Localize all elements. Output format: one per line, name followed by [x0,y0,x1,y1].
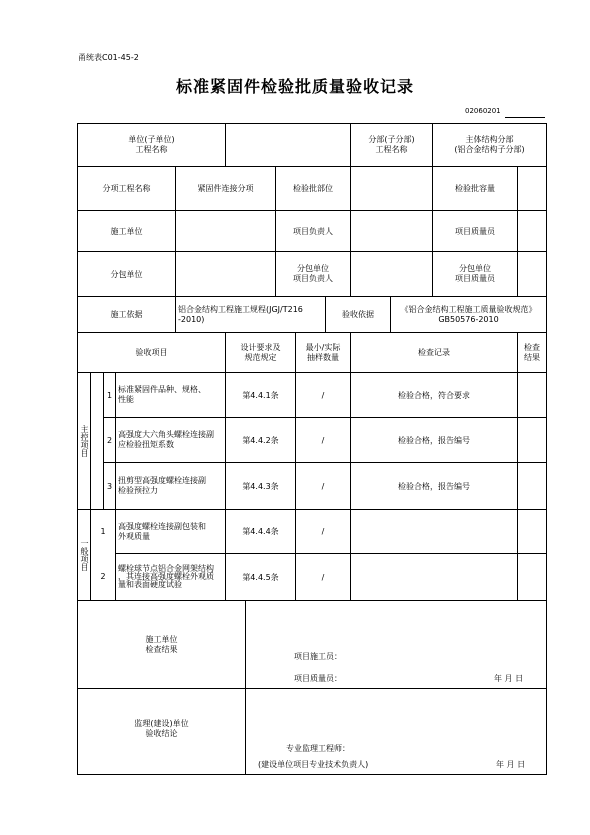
general-group-label: 一般项目 [78,510,91,601]
item-result[interactable] [518,554,547,601]
main-group-spacer [91,373,104,510]
division-value: 主体结构分部 (铝合金结构子分部) [433,124,547,167]
item-name: 高强度螺栓连接副包装和 外观质量 [116,510,226,554]
item-sample: / [296,554,351,601]
item-name: 螺栓球节点铝合金网架结构 ，其连接高强度螺栓外观质 量和表面硬度试验 [116,554,226,601]
table-row [78,373,547,418]
lot-capacity-value[interactable] [518,167,547,211]
contractor-result-row [78,601,547,689]
supervisor-result-row [78,689,547,775]
subcontractor-label: 分包单位 [78,252,176,297]
item-result[interactable] [518,418,547,463]
col-item-header: 验收项目 [78,333,226,373]
subitem-label: 分项工程名称 [78,167,176,211]
form-code: 甬统表C01-45-2 [78,53,139,62]
contractor-result-body[interactable] [246,601,547,689]
sub-quality-label: 分包单位 项目质量员 [433,252,518,297]
construction-basis-label: 施工依据 [78,297,176,333]
acceptance-basis-value: 《铝合金结构工程施工质量验收规范》 GB50576-2010 [391,297,547,333]
item-record[interactable] [351,510,518,554]
item-record[interactable] [351,554,518,601]
quality-officer-label: 项目质量员 [433,211,518,252]
sub-manager-value[interactable] [351,252,433,297]
item-sample: / [296,418,351,463]
item-number: 1 [100,527,106,536]
col-design-header: 设计要求及 规范规定 [226,333,296,373]
item-name: 高强度大六角头螺栓连接副 应检验扭矩系数 [116,418,226,463]
table-row [78,418,547,463]
subitem-value: 紧固件连接分项 [176,167,276,211]
item-sample: / [296,463,351,510]
item-result[interactable] [518,373,547,418]
contractor-value[interactable] [176,211,276,252]
col-record-header: 检查记录 [351,333,518,373]
sub-quality-value[interactable] [518,252,547,297]
division-label: 分部(子分部) 工程名称 [351,124,433,167]
item-clause: 第4.4.3条 [226,463,296,510]
sub-manager-label: 分包单位 项目负责人 [276,252,351,297]
construction-basis-value: 铝合金结构工程施工规程(JGJ/T216 -2010) [176,297,326,333]
item-sample: / [296,373,351,418]
project-manager-label: 项目负责人 [276,211,351,252]
unit-label: 单位(子单位) 工程名称 [78,124,226,167]
table-row [78,463,547,510]
owner-technical-lead-label: (建设单位项目专业技术负责人) [258,760,369,769]
item-number: 3 [104,463,116,510]
item-clause: 第4.4.5条 [226,554,296,601]
item-number: 2 [104,418,116,463]
item-record[interactable]: 检验合格，报告编号 [351,463,518,510]
page-title: 标准紧固件检验批质量验收记录 [175,77,414,96]
contractor-result-label: 施工单位 检查结果 [78,601,246,689]
item-result[interactable] [518,510,547,554]
col-sampling-header: 最小/实际 抽样数量 [296,333,351,373]
item-clause: 第4.4.2条 [226,418,296,463]
item-record[interactable]: 检验合格，符合要求 [351,373,518,418]
table-row [78,554,547,601]
supervision-engineer-label: 专业监理工程师： [286,744,350,753]
supervisor-result-body[interactable] [246,689,547,775]
serial-underline [505,117,545,118]
lot-part-label: 检验批部位 [276,167,351,211]
col-result-header: 检查 结果 [518,333,547,373]
item-sample: / [296,510,351,554]
contractor-date: 年 月 日 [494,674,524,683]
lot-part-value[interactable] [351,167,433,211]
unit-value[interactable] [226,124,351,167]
construction-worker-label: 项目施工员： [294,652,342,661]
serial-number: 02060201 [465,107,501,115]
table-row [78,510,547,554]
subcontractor-value[interactable] [176,252,276,297]
main-group-label: 主控项目 [78,373,91,510]
item-name: 扭剪型高强度螺栓连接副 检验预拉力 [116,463,226,510]
lot-capacity-label: 检验批容量 [433,167,518,211]
inspection-record-table [77,123,547,775]
supervisor-result-label: 监理(建设)单位 验收结论 [78,689,246,775]
contractor-label: 施工单位 [78,211,176,252]
general-group-numbers [91,510,116,601]
item-clause: 第4.4.4条 [226,510,296,554]
quality-inspector-label: 项目质量员： [294,674,342,683]
acceptance-basis-label: 验收依据 [326,297,391,333]
item-result[interactable] [518,463,547,510]
item-name: 标准紧固件品种、规格、 性能 [116,373,226,418]
quality-officer-value[interactable] [518,211,547,252]
supervisor-date: 年 月 日 [496,760,526,769]
item-number: 1 [104,373,116,418]
item-record[interactable]: 检验合格，报告编号 [351,418,518,463]
item-number: 2 [100,572,106,581]
item-clause: 第4.4.1条 [226,373,296,418]
project-manager-value[interactable] [351,211,433,252]
